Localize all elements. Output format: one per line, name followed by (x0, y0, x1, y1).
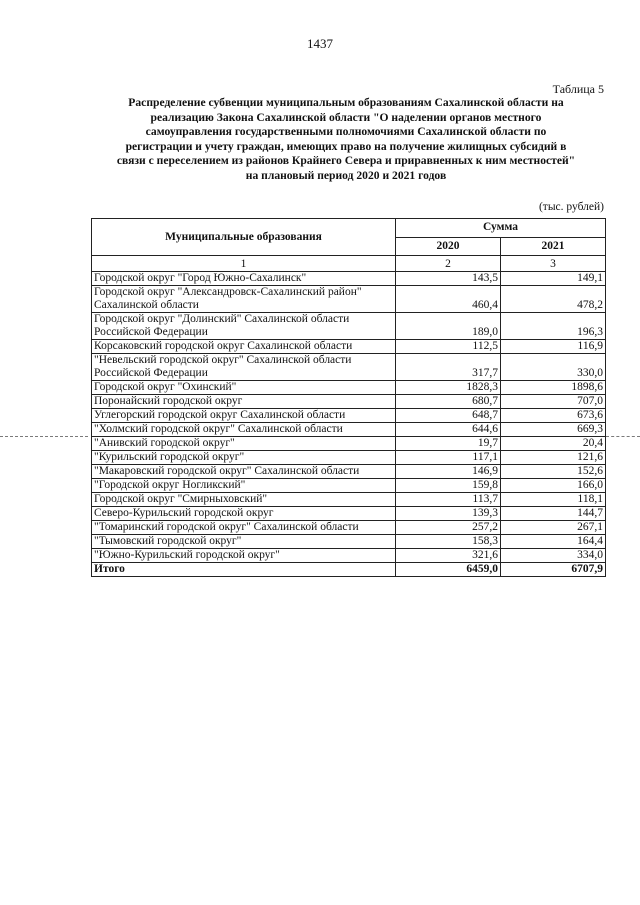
table-row (92, 479, 606, 493)
amount-2021: 164,4 (501, 535, 606, 549)
amount-2021: 1898,6 (501, 381, 606, 395)
municipality-name: "Анивский городской округ" (92, 437, 396, 451)
amount-2021: 330,0 (501, 354, 606, 381)
column-header-2020: 2020 (396, 237, 501, 256)
table-row (92, 451, 606, 465)
amount-2021: 121,6 (501, 451, 606, 465)
municipality-name: Городской округ "Смирныховский" (92, 493, 396, 507)
amount-2021: 152,6 (501, 465, 606, 479)
municipality-name: Городской округ "Охинский" (92, 381, 396, 395)
municipality-name: Поронайский городской округ (92, 395, 396, 409)
amount-2020: 644,6 (396, 423, 501, 437)
total-2020: 6459,0 (396, 563, 501, 577)
subvention-table (91, 218, 606, 577)
heading-line: на плановый период 2020 и 2021 годов (245, 168, 447, 182)
amount-2020: 321,6 (396, 549, 501, 563)
municipality-name: "Макаровский городской округ" Сахалинской области (92, 465, 396, 479)
table-row (92, 507, 606, 521)
amount-2020: 1828,3 (396, 381, 501, 395)
municipality-name: "Тымовский городской округ" (92, 535, 396, 549)
table-row (92, 423, 606, 437)
scan-artifact-line (0, 436, 88, 437)
page-number: 1437 (307, 36, 333, 51)
amount-2020: 680,7 (396, 395, 501, 409)
table-row (92, 521, 606, 535)
amount-2020: 317,7 (396, 354, 501, 381)
amount-2021: 166,0 (501, 479, 606, 493)
heading-line: связи с переселением из районов Крайнего Севера и приравненных к ним местностей" (116, 154, 576, 167)
table-row (92, 409, 606, 423)
scan-artifact-line (606, 436, 640, 437)
municipality-name: "Холмский городской округ" Сахалинской области (92, 423, 396, 437)
heading-line: реализацию Закона Сахалинской области "О наделении органов местного (150, 110, 542, 124)
table-row (92, 340, 606, 354)
amount-2020: 139,3 (396, 507, 501, 521)
municipality-name: "Курильский городской округ" (92, 451, 396, 465)
column-header-2021: 2021 (501, 237, 606, 256)
table-row (92, 535, 606, 549)
amount-2020: 117,1 (396, 451, 501, 465)
amount-2020: 460,4 (396, 286, 501, 313)
municipality-name: "Томаринский городской округ" Сахалинской области (92, 521, 396, 535)
amount-2021: 334,0 (501, 549, 606, 563)
table-row (92, 549, 606, 563)
amount-2020: 143,5 (396, 272, 501, 286)
municipality-name: Углегорский городской округ Сахалинской области (92, 409, 396, 423)
amount-2020: 189,0 (396, 313, 501, 340)
document-heading (90, 96, 602, 183)
municipality-name: Городской округ "Долинский" Сахалинской области Российской Федерации (92, 313, 396, 340)
municipality-name: Северо-Курильский городской округ (92, 507, 396, 521)
table-row (92, 381, 606, 395)
table-label: Таблица 5 (552, 82, 604, 96)
amount-2020: 159,8 (396, 479, 501, 493)
municipality-name: "Невельский городской округ" Сахалинской области Российской Федерации (92, 354, 396, 381)
table-row (92, 272, 606, 286)
amount-2021: 196,3 (501, 313, 606, 340)
table-row (92, 493, 606, 507)
municipality-name: "Городской округ Ногликский" (92, 479, 396, 493)
amount-2020: 113,7 (396, 493, 501, 507)
table-row (92, 437, 606, 451)
total-row (92, 563, 606, 577)
heading-line: Распределение субвенции муниципальным образованиям Сахалинской области на (128, 96, 564, 109)
column-header-municipality: Муниципальные образования (92, 219, 396, 256)
table-row (92, 286, 606, 313)
heading-line: регистрации и учету граждан, имеющих право на получение жилищных субсидий в (125, 139, 567, 153)
amount-2021: 673,6 (501, 409, 606, 423)
column-index: 1 (92, 256, 396, 272)
amount-2020: 648,7 (396, 409, 501, 423)
amount-2021: 707,0 (501, 395, 606, 409)
amount-2020: 146,9 (396, 465, 501, 479)
amount-2020: 158,3 (396, 535, 501, 549)
total-2021: 6707,9 (501, 563, 606, 577)
amount-2021: 144,7 (501, 507, 606, 521)
amount-2020: 19,7 (396, 437, 501, 451)
table-row (92, 465, 606, 479)
amount-2021: 669,3 (501, 423, 606, 437)
column-header-sum: Сумма (396, 219, 606, 238)
amount-2021: 149,1 (501, 272, 606, 286)
amount-2021: 267,1 (501, 521, 606, 535)
units-label: (тыс. рублей) (538, 201, 604, 213)
municipality-name: Городской округ "Город Южно-Сахалинск" (92, 272, 396, 286)
table-row (92, 313, 606, 340)
column-index: 2 (396, 256, 501, 272)
municipality-name: "Южно-Курильский городской округ" (92, 549, 396, 563)
table-row (92, 395, 606, 409)
column-index: 3 (501, 256, 606, 272)
municipality-name: Городской округ "Александровск-Сахалинский район" Сахалинской области (92, 286, 396, 313)
amount-2021: 118,1 (501, 493, 606, 507)
amount-2021: 116,9 (501, 340, 606, 354)
amount-2020: 257,2 (396, 521, 501, 535)
amount-2021: 478,2 (501, 286, 606, 313)
heading-line: самоуправления государственными полномочиями Сахалинской области по (145, 125, 547, 138)
amount-2020: 112,5 (396, 340, 501, 354)
table-row (92, 354, 606, 381)
total-label: Итого (92, 563, 396, 577)
amount-2021: 20,4 (501, 437, 606, 451)
municipality-name: Корсаковский городской округ Сахалинской области (92, 340, 396, 354)
